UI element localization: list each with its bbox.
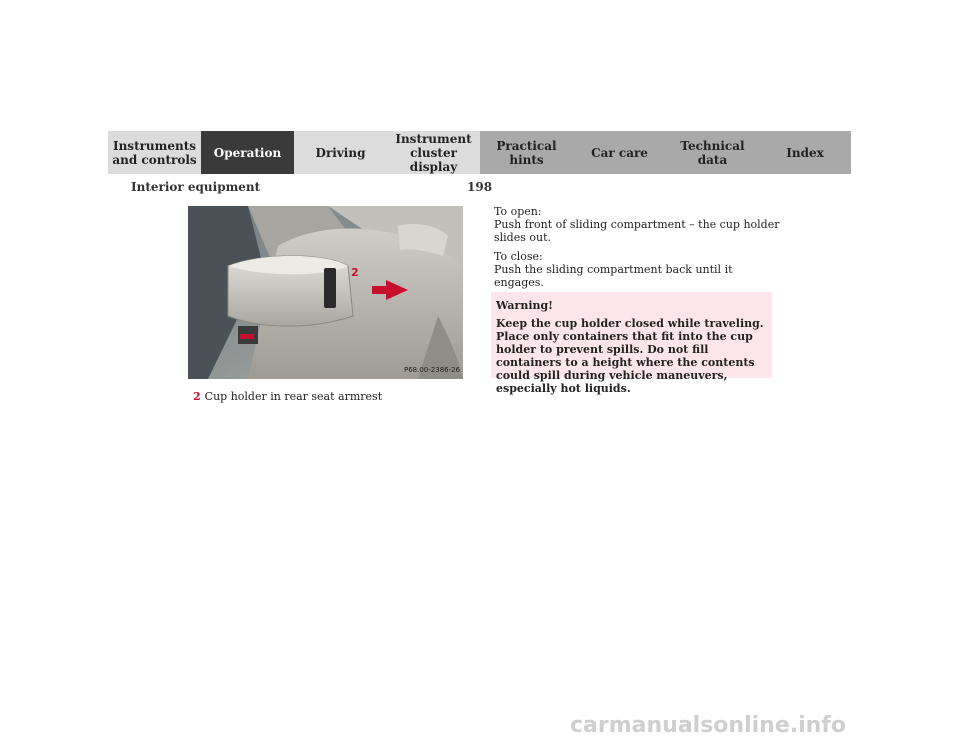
open-heading: To open: — [494, 205, 542, 218]
figure-caption — [193, 390, 382, 403]
watermark: carmanualsonline.info — [570, 713, 846, 738]
section-title: Interior equipment — [131, 180, 261, 194]
figure-code: P68.00-2386-26 — [404, 366, 461, 374]
instructions — [494, 205, 784, 295]
close-text: Push the sliding compartment back until it engages. — [494, 263, 733, 289]
tab-driving[interactable]: Driving — [294, 131, 387, 174]
close-heading: To close: — [494, 250, 543, 263]
tab-technical-data[interactable]: Technical data — [666, 131, 759, 174]
page-number: 198 — [467, 180, 493, 194]
warning-text: Keep the cup holder closed while traveling. Place only containers that fit into the cup holder to prevent spills. Do not fill containers to a height where the contents could spill during vehicle maneuvers, especially hot liquids. — [496, 317, 764, 395]
section-tab-bar — [108, 131, 851, 174]
tab-operation[interactable]: Operation — [201, 131, 294, 174]
caption-number: 2 — [193, 390, 201, 403]
tab-practical-hints[interactable]: Practical hints — [480, 131, 573, 174]
armrest-illustration — [188, 206, 463, 379]
tab-index[interactable]: Index — [759, 131, 851, 174]
tab-car-care[interactable]: Car care — [573, 131, 666, 174]
tab-instruments-and-controls[interactable]: Instruments and controls — [108, 131, 201, 174]
warning-box — [491, 292, 772, 395]
open-text: Push front of sliding compartment – the cup holder slides out. — [494, 218, 780, 244]
caption-text: Cup holder in rear seat armrest — [204, 390, 383, 403]
tab-instrument-cluster-display[interactable]: Instrument cluster display — [387, 131, 480, 174]
armrest-photo — [188, 206, 463, 379]
warning-title: Warning! — [496, 299, 554, 312]
figure-callout: 2 — [351, 266, 359, 279]
